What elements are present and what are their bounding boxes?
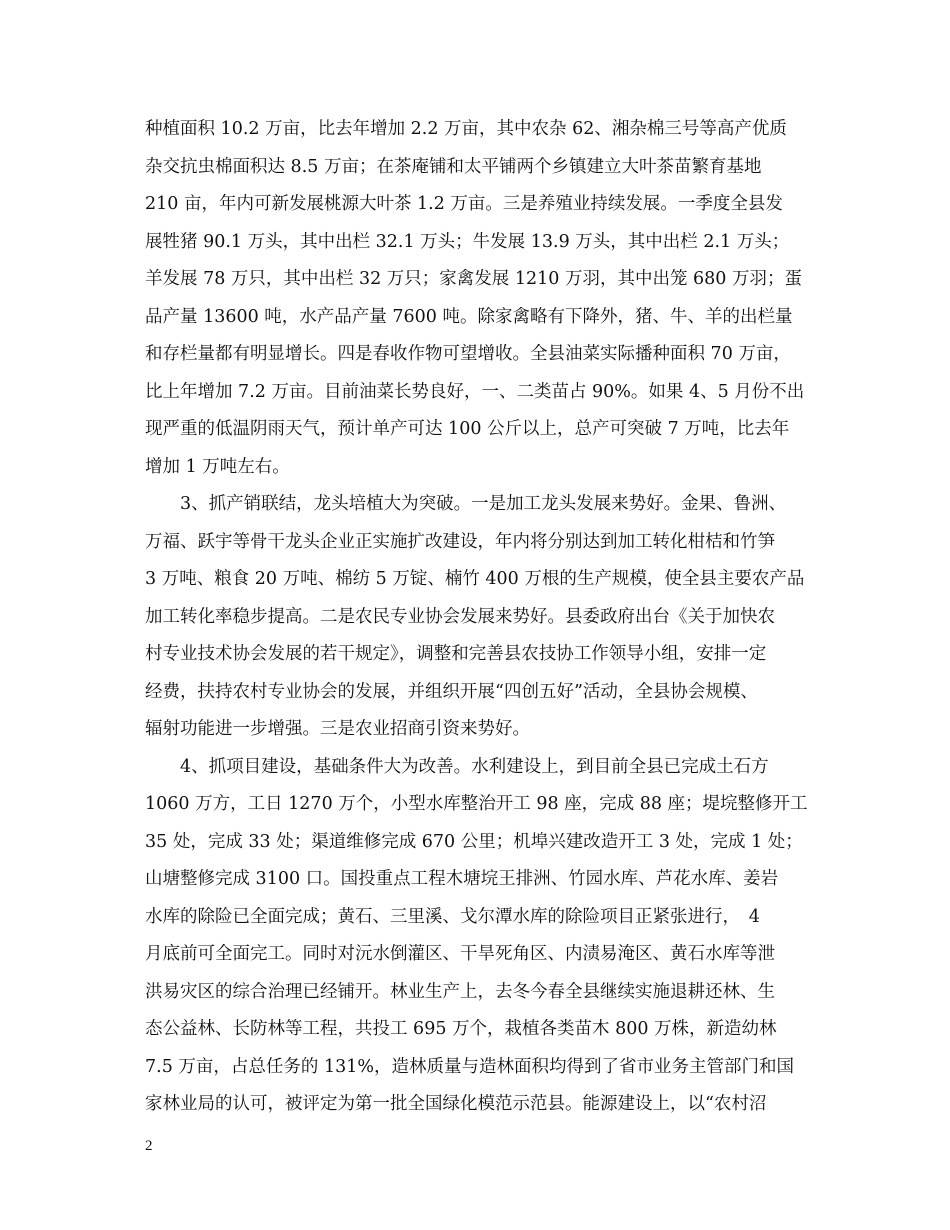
text-line: 辐射功能进一步增强。三是农业招商引资来势好。 bbox=[145, 719, 530, 739]
text-line: 比上年增加 7.2 万亩。目前油菜长势良好，一、二类苗占 90%。如果 4、5 月份不出 bbox=[145, 382, 805, 402]
text-line: 水库的除险已全面完成；黄石、三里溪、戈尔潭水库的除险项目正紧张进行， 4 bbox=[145, 907, 760, 927]
text-line: 1060 万方，工日 1270 万个，小型水库整治开工 98 座，完成 88 座；堤垸整修开工 bbox=[145, 794, 808, 814]
text-line: 经费，扶持农村专业协会的发展，并组织开展“四创五好”活动，全县协会规模、 bbox=[145, 682, 758, 702]
text-line: 品产量 13600 吨，水产品产量 7600 吨。除家禽略有下降外，猪、牛、羊的出栏量 bbox=[145, 307, 793, 327]
text-line: 洪易灾区的综合治理已经铺开。林业生产上，去冬今春全县继续实施退耕还林、生 bbox=[145, 982, 775, 1002]
text-line: 35 处，完成 33 处；渠道维修完成 670 公里；机埠兴建改造开工 3 处，完成 1 处； bbox=[145, 832, 803, 852]
text-line: 加工转化率稳步提高。二是农民专业协会发展来势好。县委政府出台《关于加快农 bbox=[145, 607, 775, 627]
text-line: 村专业技术协会发展的若干规定》，调整和完善县农技协工作领导小组，安排一定 bbox=[145, 644, 767, 664]
text-line: 万福、跃宇等骨干龙头企业正实施扩改建设，年内将分别达到加工转化柑桔和竹笋 bbox=[145, 532, 775, 552]
text-line: 和存栏量都有明显增长。四是春收作物可望增收。全县油菜实际播种面积 70 万亩， bbox=[145, 344, 791, 364]
text-line: 210 亩，年内可新发展桃源大叶茶 1.2 万亩。三是养殖业持续发展。一季度全县发 bbox=[145, 194, 783, 214]
text-line: 增加 1 万吨左右。 bbox=[145, 457, 290, 477]
text-line: 家林业局的认可，被评定为第一批全国绿化模范示范县。能源建设上，以“农村沼 bbox=[145, 1094, 767, 1114]
text-line: 山塘整修完成 3100 口。国投重点工程木塘垸王排洲、竹园水库、芦花水库、姜岩 bbox=[145, 869, 779, 889]
text-line: 态公益林、长防林等工程，共投工 695 万个，栽植各类苗木 800 万株，新造幼林 bbox=[145, 1019, 777, 1039]
text-line: 现严重的低温阴雨天气，预计单产可达 100 公斤以上，总产可突破 7 万吨，比去年 bbox=[145, 419, 790, 439]
text-line: 杂交抗虫棉面积达 8.5 万亩；在茶庵铺和太平铺两个乡镇建立大叶茶苗繁育基地 bbox=[145, 157, 762, 177]
text-line: 7.5 万亩，占总任务的 131%，造林质量与造林面积均得到了省市业务主管部门和国 bbox=[145, 1057, 794, 1077]
text-line: 羊发展 78 万只，其中出栏 32 万只；家禽发展 1210 万羽，其中出笼 680 万羽；蛋 bbox=[145, 269, 802, 289]
text-line: 3、抓产销联结，龙头培植大为突破。一是加工龙头发展来势好。金果、鲁洲、 bbox=[145, 494, 787, 514]
text-line: 月底前可全面完工。同时对沅水倒灌区、干旱死角区、内渍易淹区、黄石水库等泄 bbox=[145, 944, 775, 964]
text-line: 3 万吨、粮食 20 万吨、棉纺 5 万锭、楠竹 400 万根的生产规模，使全县主要农产品 bbox=[145, 569, 805, 589]
page-number: 2 bbox=[145, 1138, 153, 1154]
text-line: 4、抓项目建设，基础条件大为改善。水利建设上，到目前全县已完成土石方 bbox=[145, 757, 769, 777]
text-line: 种植面积 10.2 万亩，比去年增加 2.2 万亩，其中农杂 62、湘杂棉三号等高产优质 bbox=[145, 119, 787, 139]
text-line: 展牲猪 90.1 万头，其中出栏 32.1 万头；牛发展 13.9 万头，其中出栏 2.1 万头； bbox=[145, 232, 790, 252]
